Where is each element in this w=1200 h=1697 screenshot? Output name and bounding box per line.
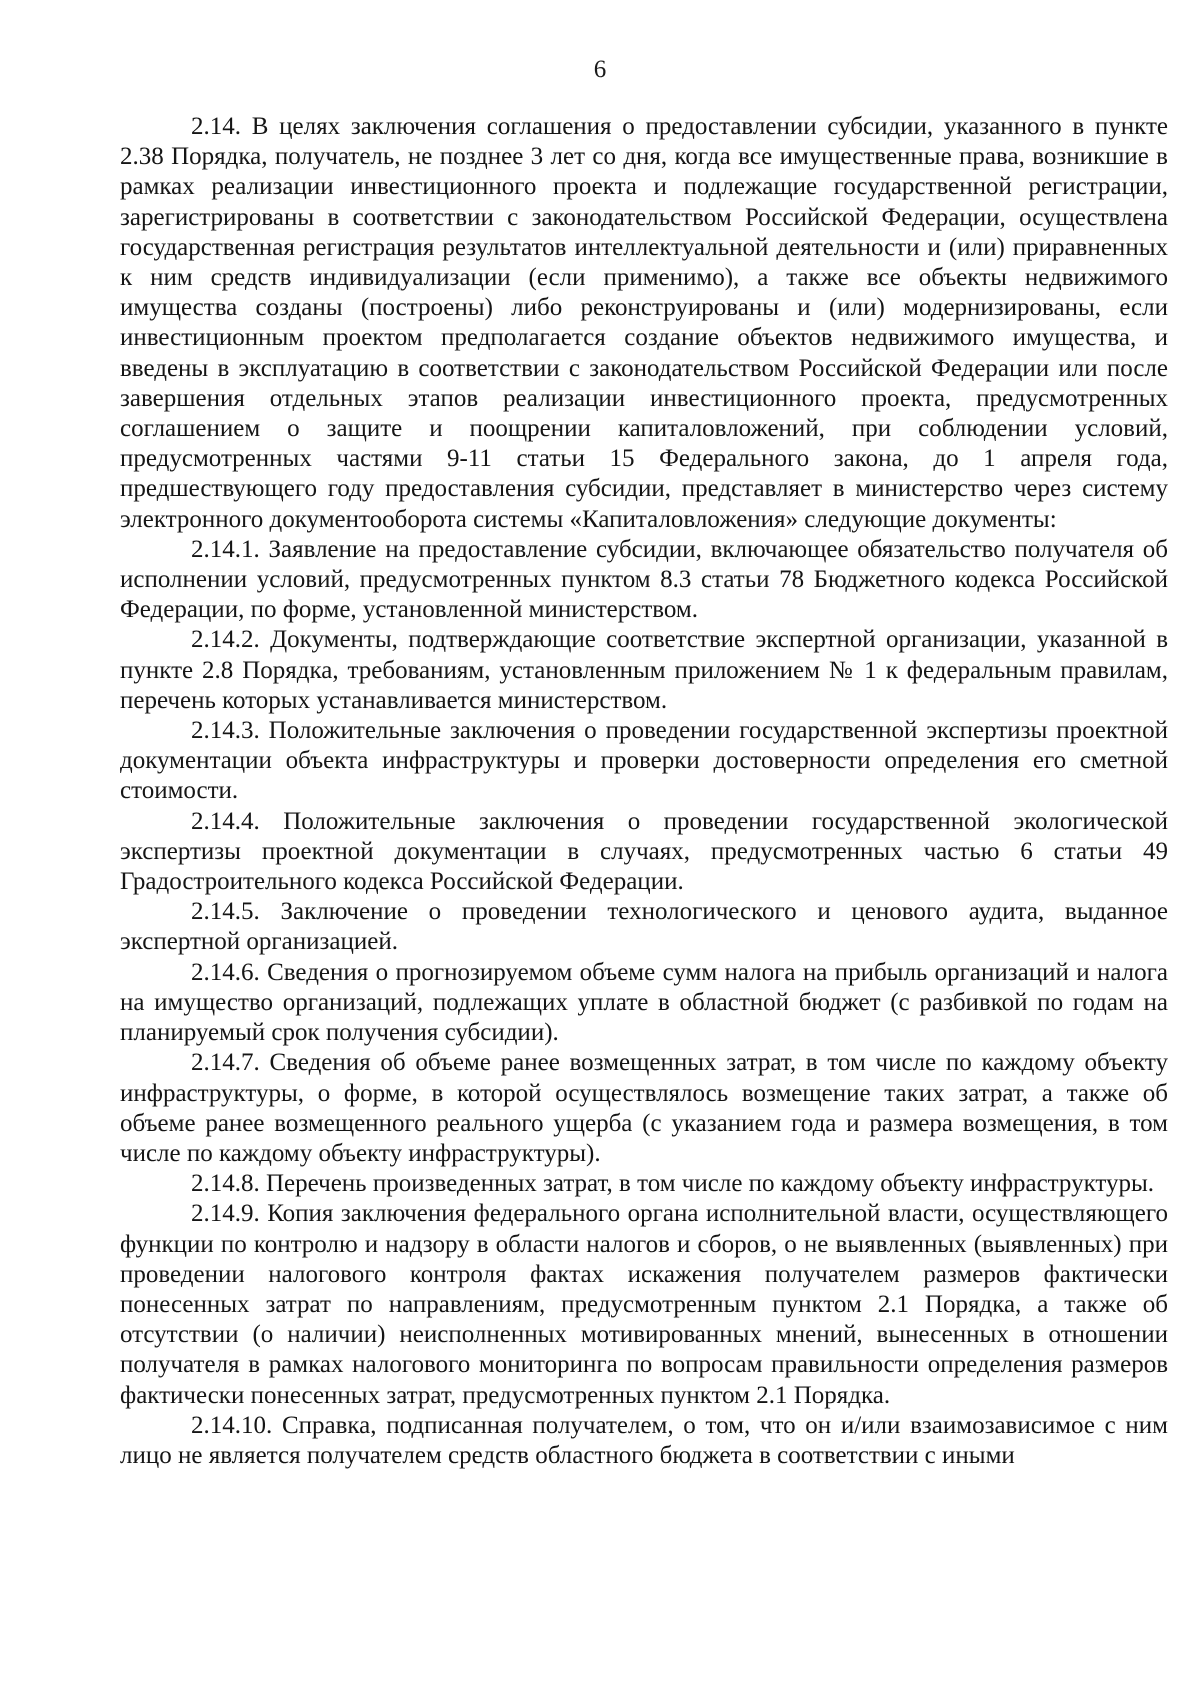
paragraph-2-14: 2.14. В целях заключения соглашения о предоставлении субсидии, указанного в пункте 2.38 Порядка, получатель, не позднее 3 лет со дня, когда все имущественные права, возникшие в рамках реализации инвестиционного проекта и подлежащие государственной регистрации, зарегистрированы в соответствии с законодательством Российской Федерации, осуществлена государственная регистрация результатов интеллектуальной деятельности и (или) приравненных к ним средств индивидуализации (если применимо), а также все объекты недвижимого имущества созданы (построены) либо реконструированы и (или) модернизированы, если инвестиционным проектом предполагается создание объектов недвижимого имущества, и введены в эксплуатацию в соответствии с законодательством Российской Федерации или после завершения отдельных этапов реализации инвестиционного проекта, предусмотренных соглашением о защите и поощрении капиталовложений, при соблюдении условий, предусмотренных частями 9-11 статьи 15 Федерального закона, до 1 апреля года, предшествующего году предоставления субсидии, представляет в министерство через систему электронного документооборота системы «Капиталовложения» следующие документы: <box>120 113 1168 533</box>
paragraph-2-14-3: 2.14.3. Положительные заключения о проведении государственной экспертизы проектной документации объекта инфраструктуры и проверки достоверности определения его сметной стоимости. <box>120 717 1168 805</box>
paragraph-2-14-9: 2.14.9. Копия заключения федерального органа исполнительной власти, осуществляющего функции по контролю и надзору в области налогов и сборов, о не выявленных (выявленных) при проведении налогового контроля фактах искажения получателем размеров фактически понесенных затрат по направлениям, предусмотренным пунктом 2.1 Порядка, а также об отсутствии (о наличии) неисполненных мотивированных мнений, вынесенных в отношении получателя в рамках налогового мониторинга по вопросам правильности определения размеров фактически понесенных затрат, предусмотренных пунктом 2.1 Порядка. <box>120 1200 1168 1409</box>
paragraph-2-14-1: 2.14.1. Заявление на предоставление субсидии, включающее обязательство получателя об исполнении условий, предусмотренных пунктом 8.3 статьи 78 Бюджетного кодекса Российской Федерации, по форме, установленной министерством. <box>120 535 1168 624</box>
paragraph-2-14-10: 2.14.10. Справка, подписанная получателем, о том, что он и/или взаимозависимое с ним лицо не является получателем средств областного бюджета в соответствии с иными <box>120 1411 1168 1469</box>
paragraph-2-14-4: 2.14.4. Положительные заключения о проведении государственной экологической экспертизы проектной документации в случаях, предусмотренных частью 6 статьи 49 Градостроительного кодекса Российской Федерации. <box>120 807 1168 896</box>
paragraph-2-14-2: 2.14.2. Документы, подтверждающие соответствие экспертной организации, указанной в пункте 2.8 Порядка, требованиям, установленным приложением № 1 к федеральным правилам, перечень которых устанавливается министерством. <box>120 626 1168 714</box>
paragraph-2-14-7: 2.14.7. Сведения об объеме ранее возмещенных затрат, в том числе по каждому объекту инфраструктуры, о форме, в которой осуществлялось возмещение таких затрат, а также об объеме ранее возмещенного реального ущерба (с указанием года и размера возмещения, в том числе по каждому объекту инфраструктуры). <box>120 1049 1168 1167</box>
paragraph-2-14-5: 2.14.5. Заключение о проведении технологического и ценового аудита, выданное экспертной организацией. <box>120 898 1168 956</box>
paragraph-2-14-6: 2.14.6. Сведения о прогнозируемом объеме сумм налога на прибыль организаций и налога на имущество организаций, подлежащих уплате в областной бюджет (с разбивкой по годам на планируемый срок получения субсидии). <box>120 958 1168 1047</box>
paragraph-2-14-8: 2.14.8. Перечень произведенных затрат, в том числе по каждому объекту инфраструктуры. <box>191 1170 1155 1198</box>
document-body <box>120 112 1168 1471</box>
page-number: 6 <box>593 56 607 83</box>
